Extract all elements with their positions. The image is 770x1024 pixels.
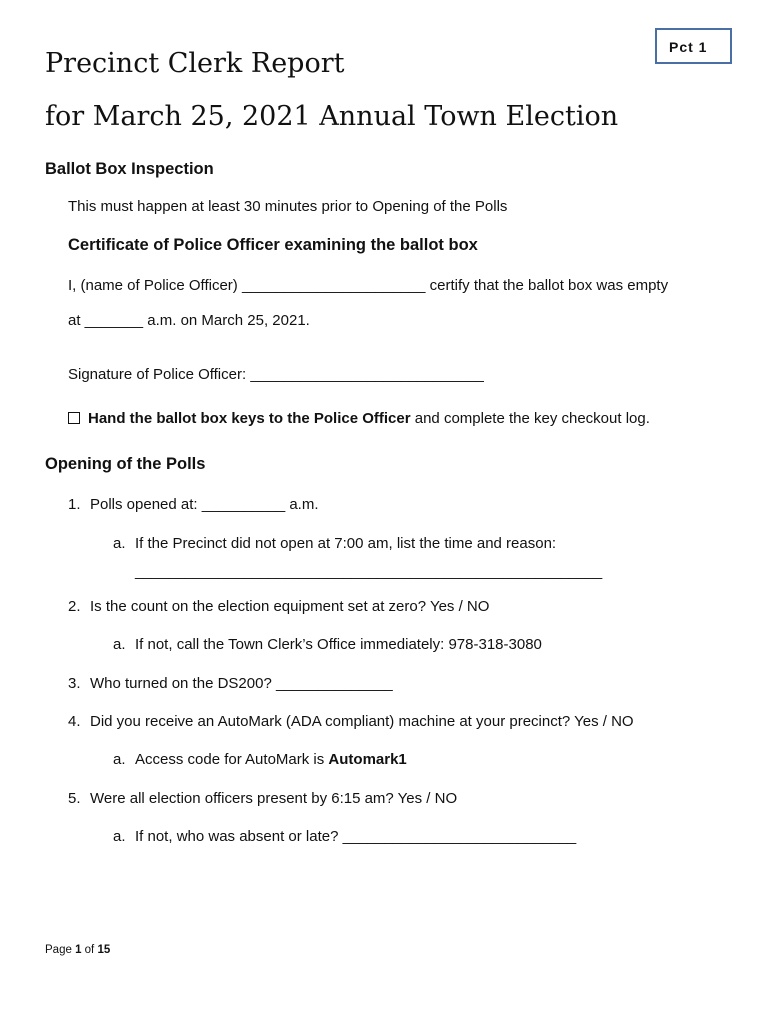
list-text: If the Precinct did not open at 7:00 am, list the time and reason: — [135, 535, 557, 552]
list-item-1 — [68, 496, 319, 513]
of-label: of — [81, 944, 98, 956]
list-letter: a. — [113, 535, 126, 552]
key-handoff-item — [68, 410, 650, 427]
list-item-2a — [113, 636, 542, 653]
key-handoff-bold: Hand the ballot box keys to the Police Officer — [88, 410, 411, 427]
page-label: Page — [45, 944, 76, 956]
list-text: Polls opened at: __________ a.m. — [90, 496, 319, 513]
page-footer — [45, 944, 110, 956]
signature-line: Signature of Police Officer: ____________________________ — [68, 366, 484, 383]
reason-blank-line: ________________________________________________________ — [135, 563, 603, 580]
list-letter: a. — [113, 751, 126, 768]
list-item-2 — [68, 598, 489, 615]
list-item-1a — [113, 535, 556, 552]
certificate-heading: Certificate of Police Officer examining the ballot box — [68, 236, 478, 254]
list-text: Access code for AutoMark is — [135, 751, 329, 768]
list-item-4 — [68, 713, 634, 730]
ballot-box-note: This must happen at least 30 minutes prior to Opening of the Polls — [68, 198, 508, 215]
checkbox-icon[interactable] — [68, 412, 80, 424]
page-subtitle: for March 25, 2021 Annual Town Election — [45, 101, 619, 132]
list-letter: a. — [113, 828, 126, 845]
list-item-4a — [113, 751, 407, 768]
list-text: Who turned on the DS200? ______________ — [90, 675, 393, 692]
list-number: 1. — [68, 496, 81, 513]
list-item-5 — [68, 790, 457, 807]
list-letter: a. — [113, 636, 126, 653]
opening-heading: Opening of the Polls — [45, 455, 206, 473]
list-number: 4. — [68, 713, 81, 730]
certify-line-1: I, (name of Police Officer) ______________________ certify that the ballot box was empty — [68, 277, 669, 294]
list-text: If not, call the Town Clerk’s Office immediately: 978-318-3080 — [135, 636, 542, 653]
list-number: 2. — [68, 598, 81, 615]
list-text: Is the count on the election equipment set at zero? Yes / NO — [90, 598, 490, 615]
list-number: 5. — [68, 790, 81, 807]
key-handoff-rest: and complete the key checkout log. — [410, 410, 650, 427]
page-total: 15 — [97, 944, 111, 956]
list-item-5a — [113, 828, 576, 845]
page-title: Precinct Clerk Report — [45, 48, 345, 79]
list-item-3 — [68, 675, 393, 692]
access-code: Automark1 — [328, 751, 407, 768]
precinct-badge: Pct 1 — [655, 28, 732, 64]
list-text: If not, who was absent or late? ____________________________ — [135, 828, 577, 845]
list-number: 3. — [68, 675, 81, 692]
ballot-box-heading: Ballot Box Inspection — [45, 160, 214, 178]
list-text: Were all election officers present by 6:15 am? Yes / NO — [90, 790, 458, 807]
page-number: 1 — [75, 944, 82, 956]
certify-line-2: at _______ a.m. on March 25, 2021. — [68, 312, 310, 329]
list-text: Did you receive an AutoMark (ADA compliant) machine at your precinct? Yes / NO — [90, 713, 634, 730]
